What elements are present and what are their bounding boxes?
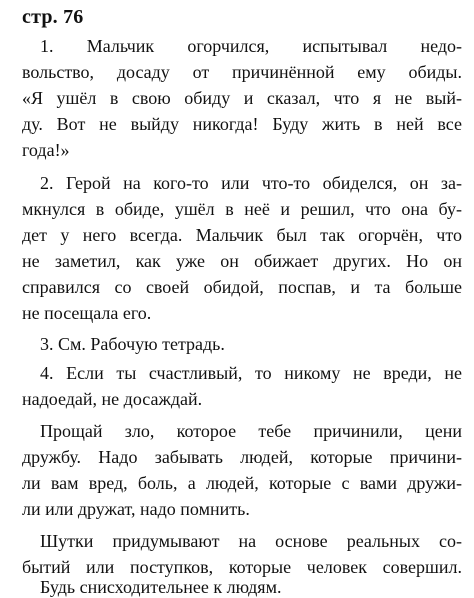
text-line: ли или дружат, надо помнить. (22, 499, 250, 519)
text-line: справился со своей обидой, поспав, и та больше (22, 277, 462, 297)
text-line: дружбу. Надо забывать людей, которые причини- (22, 447, 462, 467)
text-line: надоедай, не досаждай. (22, 389, 203, 409)
text-line: мкнулся в обиде, ушёл в неё и решил, что она бу- (22, 199, 462, 219)
text-line: Шутки придумывают на основе реальных со- (40, 531, 462, 551)
text-line: вольство, досаду от причинённой ему обиды. (22, 62, 462, 82)
text-line: 2. Герой на кого-то или что-то обиделся, он за- (40, 173, 462, 193)
text-line: дет у него всегда. Мальчик был так огорчён, что (22, 225, 462, 245)
text-line: 4. Если ты счастливый, то никому не вреди, не (40, 363, 462, 383)
text-line: бытий или поступков, которые человек совершил. (22, 557, 462, 577)
text-line: Прощай зло, которое тебе причинили, цени (40, 421, 462, 441)
text-line: не заметил, как уже он обижает других. Но он (22, 251, 462, 271)
page-number-header: стр. 76 (22, 6, 84, 28)
text-line: года!» (22, 140, 70, 160)
text-line: ду. Вот не выйду никогда! Буду жить в ней все (22, 114, 462, 134)
text-line: не посещала его. (22, 303, 152, 323)
text-line: 1. Мальчик огорчился, испытывал недо- (40, 36, 462, 56)
text-line: «Я ушёл в свою обиду и сказал, что я не вый- (22, 88, 462, 108)
text-line: Будь снисходительнее к людям. (40, 577, 282, 597)
text-line: ли вам вред, боль, а людей, которые с вами дружи- (22, 473, 462, 493)
text-line: 3. См. Рабочую тетрадь. (40, 334, 225, 354)
